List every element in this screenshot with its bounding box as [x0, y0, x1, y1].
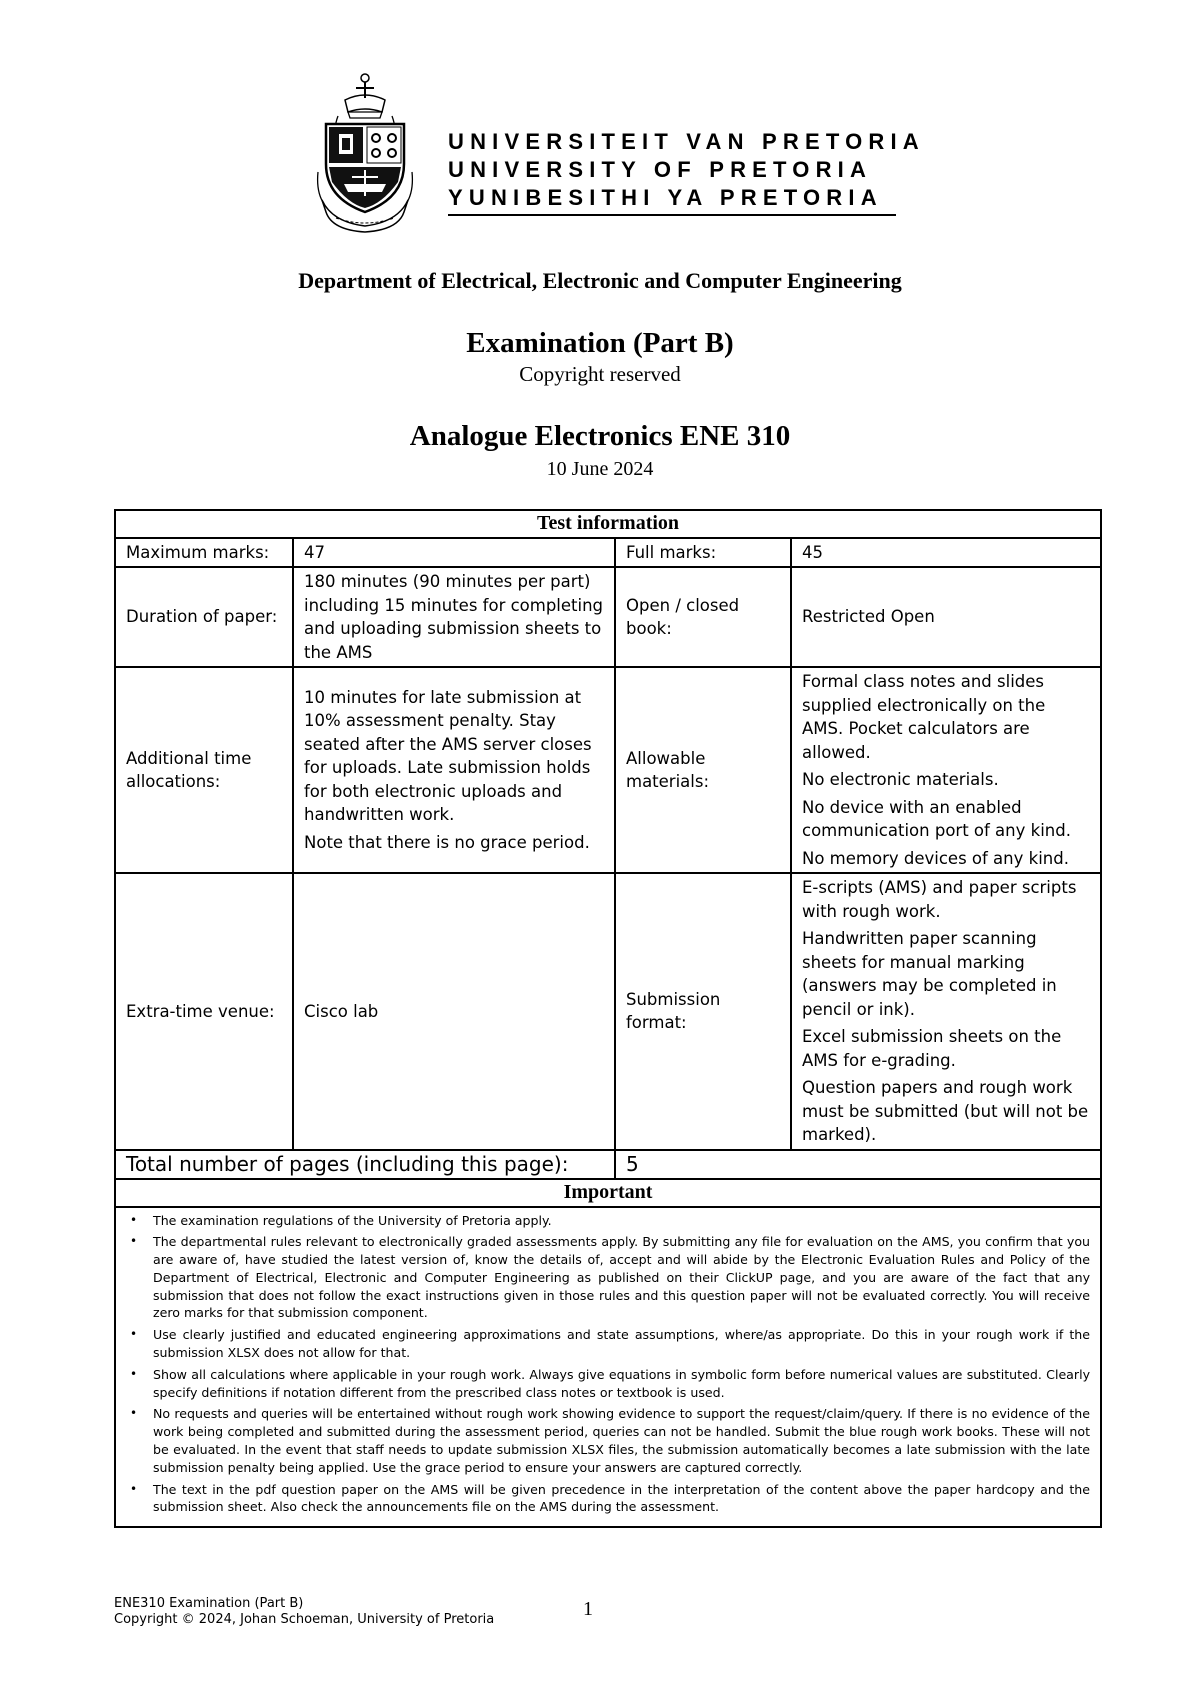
list-item	[128, 1212, 1090, 1230]
format-item: E-scripts (AMS) and paper scripts with rough work.	[802, 878, 1077, 921]
exam-date: 10 June 2024	[546, 458, 654, 480]
test-info-heading: Test information	[115, 510, 1101, 538]
header-rule	[448, 214, 896, 216]
list-item	[128, 1405, 1090, 1476]
important-rules-cell	[115, 1207, 1101, 1528]
department-name: Department of Electrical, Electronic and Computer Engineering	[298, 268, 902, 293]
book-label: Open / closed book:	[615, 567, 791, 667]
format-label: Submission format:	[615, 873, 791, 1150]
list-item	[128, 1233, 1090, 1322]
materials-item: No electronic materials.	[802, 770, 999, 789]
list-item	[128, 1366, 1090, 1402]
materials-item: No memory devices of any kind.	[802, 848, 1069, 868]
copyright-notice: Copyright reserved	[519, 362, 681, 386]
extra-time-label: Additional time allocations:	[115, 667, 293, 873]
page-number: 1	[583, 1598, 593, 1620]
format-item: Handwritten paper scanning sheets for manual marking (answers may be completed in pencil or ink).	[802, 929, 1057, 1019]
book-value: Restricted Open	[791, 567, 1101, 667]
materials-item: No device with an enabled communication port of any kind.	[802, 797, 1071, 840]
format-item: Question papers and rough work must be submitted (but will not be marked).	[802, 1078, 1089, 1144]
rule-text: Show all calculations where applicable in your rough work. Always give equations in symbolic form before numerical values are substituted. Clearly specify definitions if notation different from the prescribed class notes or textbook is used.	[153, 1366, 1091, 1400]
rule-text: The text in the pdf question paper on the AMS will be given precedence in the interpretation of the content above the paper hardcopy and the submission sheet. Also check the announcements file on the AMS during the assessment.	[153, 1481, 1091, 1515]
bullet-icon: •	[130, 1212, 138, 1227]
venue-label: Extra-time venue:	[115, 873, 293, 1150]
bullet-icon: •	[130, 1366, 138, 1381]
important-rules-list	[116, 1208, 1100, 1527]
full-marks-label: Full marks:	[615, 538, 791, 568]
page-count-label: Total number of pages (including this page):	[115, 1150, 615, 1180]
list-item	[128, 1481, 1090, 1517]
exam-title: Examination (Part B)	[466, 327, 734, 359]
rule-text: The departmental rules relevant to electronically graded assessments apply. By submitting any file for evaluation on the AMS, you confirm that you are aware of, have studied the latest version of, know the details of, accept and will abide by the Electronic Evaluation Rules and Policy of the Department of Electrical, Electronic and Computer Engineering as published on their ClickUP page, and you are aware of the fact that any submission that does not follow the exact instructions given in those rules and this question paper will not be evaluated correctly. You will receive zero marks for that submission component.	[153, 1234, 1091, 1321]
extra-time-grace-note: Note that there is no grace period.	[304, 832, 590, 852]
full-marks-value: 45	[791, 538, 1101, 568]
footer-exam-name: ENE310 Examination (Part B)	[114, 1596, 304, 1611]
venue-value: Cisco lab	[293, 873, 615, 1150]
materials-item: Formal class notes and slides supplied electronically on the AMS. Pocket calculators are allowed.	[802, 672, 1046, 762]
bullet-icon: •	[130, 1234, 138, 1249]
list-item	[128, 1326, 1090, 1362]
university-name-afrikaans: UNIVERSITEIT VAN PRETORIA	[448, 129, 925, 154]
materials-values	[791, 667, 1101, 873]
rule-text: Use clearly justified and educated engineering approximations and state assumptions, where/as appropriate. Do this in your rough work if the submission XLSX does not allow for that.	[153, 1327, 1091, 1361]
max-marks-value: 47	[293, 538, 615, 568]
bullet-icon: •	[130, 1327, 138, 1342]
duration-label: Duration of paper:	[115, 567, 293, 667]
page-count-value: 5	[615, 1150, 1101, 1180]
university-name-sepedi: YUNIBESITHI YA PRETORIA	[448, 185, 883, 210]
format-item: Excel submission sheets on the AMS for e-grading.	[802, 1027, 1062, 1070]
important-heading: Important	[115, 1179, 1101, 1207]
course-title: Analogue Electronics ENE 310	[409, 420, 791, 452]
university-crest-logo	[312, 72, 418, 234]
page-footer	[114, 1596, 494, 1628]
extra-time-late-submission: 10 minutes for late submission at 10% assessment penalty. Stay seated after the AMS server closes for uploads. Late submission holds for both electronic uploads and handwritten work.	[304, 687, 592, 825]
university-name-english: UNIVERSITY OF PRETORIA	[448, 157, 873, 182]
footer-copyright: Copyright © 2024, Johan Schoeman, University of Pretoria	[114, 1612, 495, 1627]
bullet-icon: •	[130, 1406, 138, 1421]
format-values	[791, 873, 1101, 1150]
bullet-icon: •	[130, 1481, 138, 1496]
extra-time-values	[293, 667, 615, 873]
university-names	[448, 128, 925, 216]
rule-text: No requests and queries will be entertained without rough work showing evidence to support the request/claim/query. If there is no evidence of the work being completed and submitted during the assessment period, queries can not be handled. Submit the blue rough work books. These will not be evaluated. In the event that staff needs to update submission XLSX files, the submission automatically becomes a late submission with the late submission penalty being applied. Use the grace period to ensure your answers are captured correctly.	[153, 1406, 1091, 1475]
max-marks-label: Maximum marks:	[115, 538, 293, 568]
test-information-table	[114, 509, 1102, 1528]
rule-text: The examination regulations of the University of Pretoria apply.	[153, 1212, 552, 1228]
materials-label: Allowable materials:	[615, 667, 791, 873]
duration-value: 180 minutes (90 minutes per part) including 15 minutes for completing and uploading submission sheets to the AMS	[293, 567, 615, 667]
